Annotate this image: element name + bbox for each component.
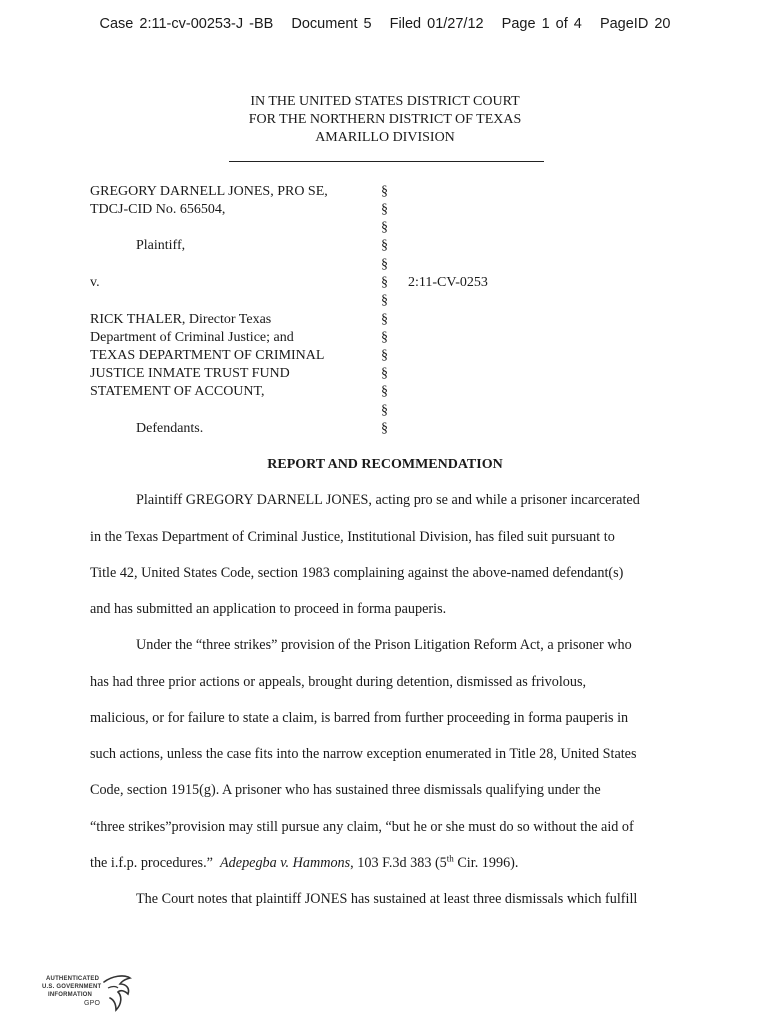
section-mark: § (381, 384, 388, 399)
body-line-7: malicious, or for failure to state a claim, is barred from further proceeding in forma pauperis in (90, 710, 629, 726)
body-line-9: Code, section 1915(g). A prisoner who has sustained three dismissals qualifying under the (90, 782, 601, 798)
section-mark: § (381, 202, 388, 217)
court-line-2: FOR THE NORTHERN DISTRICT OF TEXAS (248, 112, 522, 127)
section-mark: § (381, 238, 388, 253)
plaintiff-label: Plaintiff, (136, 238, 186, 253)
body-line-11 (90, 855, 518, 872)
header-pageid: PageID 20 (599, 16, 671, 32)
case-citation: Adepegba v. Hammons (220, 855, 351, 871)
plaintiff-name: GREGORY DARNELL JONES, PRO SE, (90, 184, 328, 199)
body-text: , 103 F.3d 383 (5 (350, 855, 447, 871)
header-case: Case 2:11-cv-00253-J -BB (99, 16, 274, 32)
versus: v. (90, 275, 100, 290)
eagle-icon (100, 974, 134, 1016)
section-mark: § (381, 330, 388, 345)
header-document: Document 5 (291, 16, 372, 32)
section-mark: § (381, 220, 388, 235)
section-mark: § (381, 403, 388, 418)
seal-line-4: GPO (84, 1000, 101, 1007)
plaintiff-id: TDCJ-CID No. 656504, (90, 202, 226, 217)
gpo-authentication-seal (40, 974, 136, 1016)
case-number: 2:11-CV-0253 (408, 275, 488, 290)
body-line-6: has had three prior actions or appeals, brought during detention, dismissed as frivolous, (90, 674, 587, 690)
filing-header (0, 16, 770, 32)
header-page: Page 1 of 4 (501, 16, 582, 32)
body-line-1: Plaintiff GREGORY DARNELL JONES, acting pro se and while a prisoner incarcerated (136, 492, 640, 508)
document-title: REPORT AND RECOMMENDATION (267, 457, 503, 472)
caption-rule (229, 161, 544, 162)
section-mark: § (381, 348, 388, 363)
section-mark: § (381, 312, 388, 327)
body-line-12: The Court notes that plaintiff JONES has sustained at least three dismissals which fulfill (136, 891, 638, 907)
defendant-line-4: JUSTICE INMATE TRUST FUND (90, 366, 290, 381)
court-line-3: AMARILLO DIVISION (315, 130, 455, 145)
body-line-4: and has submitted an application to proceed in forma pauperis. (90, 601, 447, 617)
header-filed: Filed 01/27/12 (389, 16, 484, 32)
defendant-line-1: RICK THALER, Director Texas (90, 312, 272, 327)
section-mark: § (381, 275, 388, 290)
body-text: the i.f.p. procedures.” (90, 855, 221, 871)
seal-line-3: INFORMATION (48, 992, 93, 998)
body-text: Cir. 1996). (453, 855, 519, 871)
body-line-5: Under the “three strikes” provision of the Prison Litigation Reform Act, a prisoner who (136, 637, 632, 653)
section-mark: § (381, 257, 388, 272)
body-line-10: “three strikes”provision may still pursue any claim, “but he or she must do so without the aid of (90, 819, 634, 835)
section-mark: § (381, 293, 388, 308)
defendants-label: Defendants. (136, 421, 204, 436)
body-line-8: such actions, unless the case fits into the narrow exception enumerated in Title 28, United States (90, 746, 637, 762)
seal-line-1: AUTHENTICATED (46, 976, 100, 982)
defendant-line-5: STATEMENT OF ACCOUNT, (90, 384, 265, 399)
court-line-1: IN THE UNITED STATES DISTRICT COURT (250, 94, 520, 109)
section-mark: § (381, 366, 388, 381)
ordinal-suffix: th (446, 853, 454, 864)
body-line-3: Title 42, United States Code, section 1983 complaining against the above-named defendant(s) (90, 565, 624, 581)
section-mark: § (381, 421, 388, 436)
defendant-line-2: Department of Criminal Justice; and (90, 330, 294, 345)
defendant-line-3: TEXAS DEPARTMENT OF CRIMINAL (90, 348, 325, 363)
seal-line-2: U.S. GOVERNMENT (42, 984, 102, 990)
body-line-2: in the Texas Department of Criminal Justice, Institutional Division, has filed suit pursuant to (90, 529, 615, 545)
section-mark: § (381, 184, 388, 199)
